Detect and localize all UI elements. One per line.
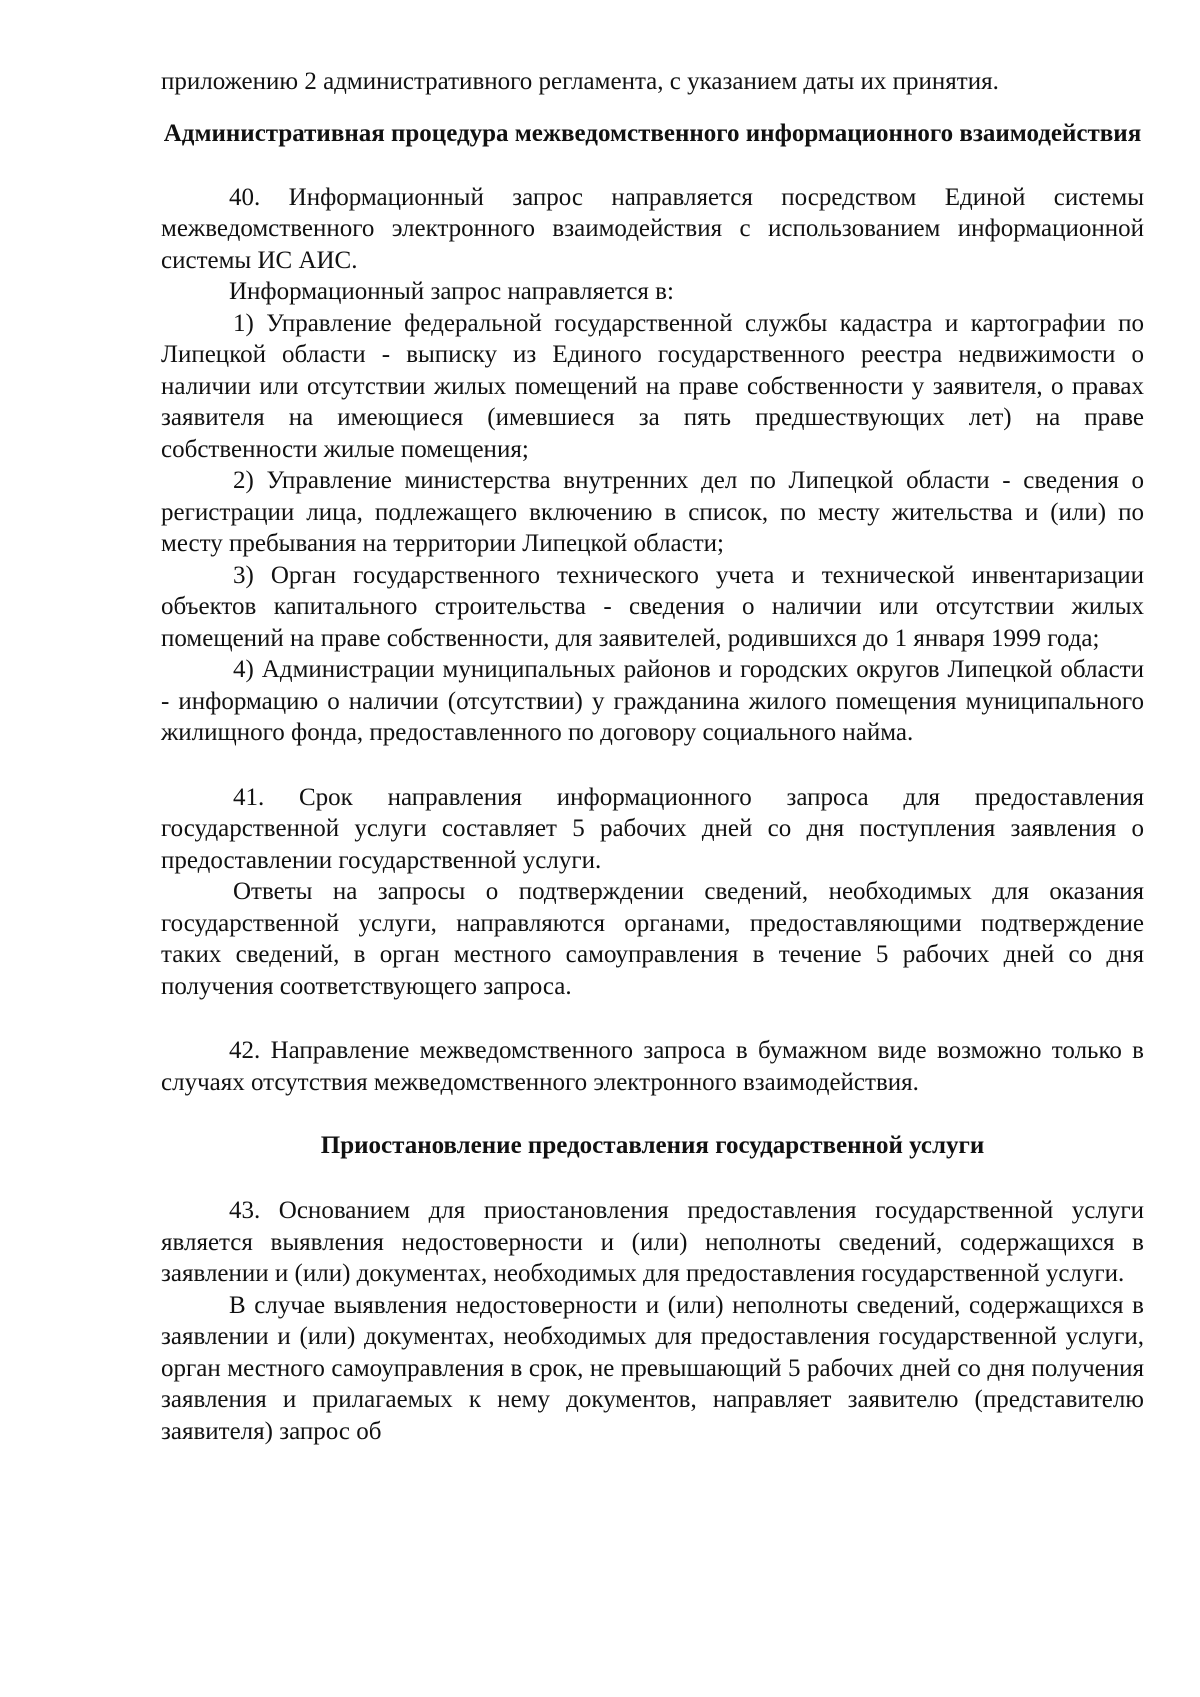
section-heading-interagency: Административная процедура межведомственного информационного взаимодействия (163, 119, 1142, 147)
list-item-4: 4) Администрации муниципальных районов и городских округов Липецкой области - информацию о наличии (отсутствии) у гражданина жилого помещения муниципального жилищного фонда, предоставленного по договору социального найма. (161, 656, 1144, 746)
paragraph-43: 43. Основанием для приостановления предоставления государственной услуги является выявления недостоверности и (или) неполноты сведений, содержащихся в заявлении и (или) документах, необходимых для предоставления государственной услуги. (161, 1197, 1144, 1287)
list-item-3: 3) Орган государственного технического учета и технической инвентаризации объектов капитального строительства - сведения о наличии или отсутствии жилых помещений на праве собственности, для заявителей, родившихся до 1 января 1999 года; (161, 561, 1144, 652)
list-item-1: 1) Управление федеральной государственной службы кадастра и картографии по Липецкой области - выписку из Единого государственного реестра недвижимости о наличии или отсутствии жилых помещений на праве собственности у заявителя, о правах заявителя на имеющиеся (имевшиеся за пять предшествующих лет) на праве собственности жилые помещения; (161, 309, 1144, 463)
paragraph-41: 41. Срок направления информационного запроса для предоставления государственной услуги составляет 5 рабочих дней со дня поступления заявления о предоставлении государственной услуги. (161, 783, 1144, 874)
section-heading-suspension: Приостановление предоставления государственной услуги (320, 1132, 985, 1159)
paragraph-40-intro: Информационный запрос направляется в: (229, 278, 674, 305)
paragraph-42: 42. Направление межведомственного запроса в бумажном виде возможно только в случаях отсутствия межведомственного электронного взаимодействия. (161, 1037, 1144, 1096)
list-item-2: 2) Управление министерства внутренних дел по Липецкой области - сведения о регистрации лица, подлежащего включению в список, по месту жительства и (или) по месту пребывания на территории Липецкой области; (161, 467, 1144, 557)
paragraph-40: 40. Информационный запрос направляется посредством Единой системы межведомственного электронного взаимодействия с использованием информационной системы ИС АИС. (161, 183, 1144, 274)
paragraph-41-answers: Ответы на запросы о подтверждении сведений, необходимых для оказания государственной услуги, направляются органами, предоставляющими подтверждение таких сведений, в орган местного самоуправления в течение 5 рабочих дней со дня получения соответствующего запроса. (161, 878, 1144, 1000)
paragraph-continuation: приложению 2 административного регламента, с указанием даты их принятия. (161, 68, 999, 95)
paragraph-43-case: В случае выявления недостоверности и (или) неполноты сведений, содержащихся в заявлении и (или) документах, необходимых для предоставления государственной услуги, орган местного самоуправления в срок, не превышающий 5 рабочих дней со дня получения заявления и прилагаемых к нему документов, направляет заявителю (представителю заявителя) запрос об (161, 1291, 1144, 1445)
